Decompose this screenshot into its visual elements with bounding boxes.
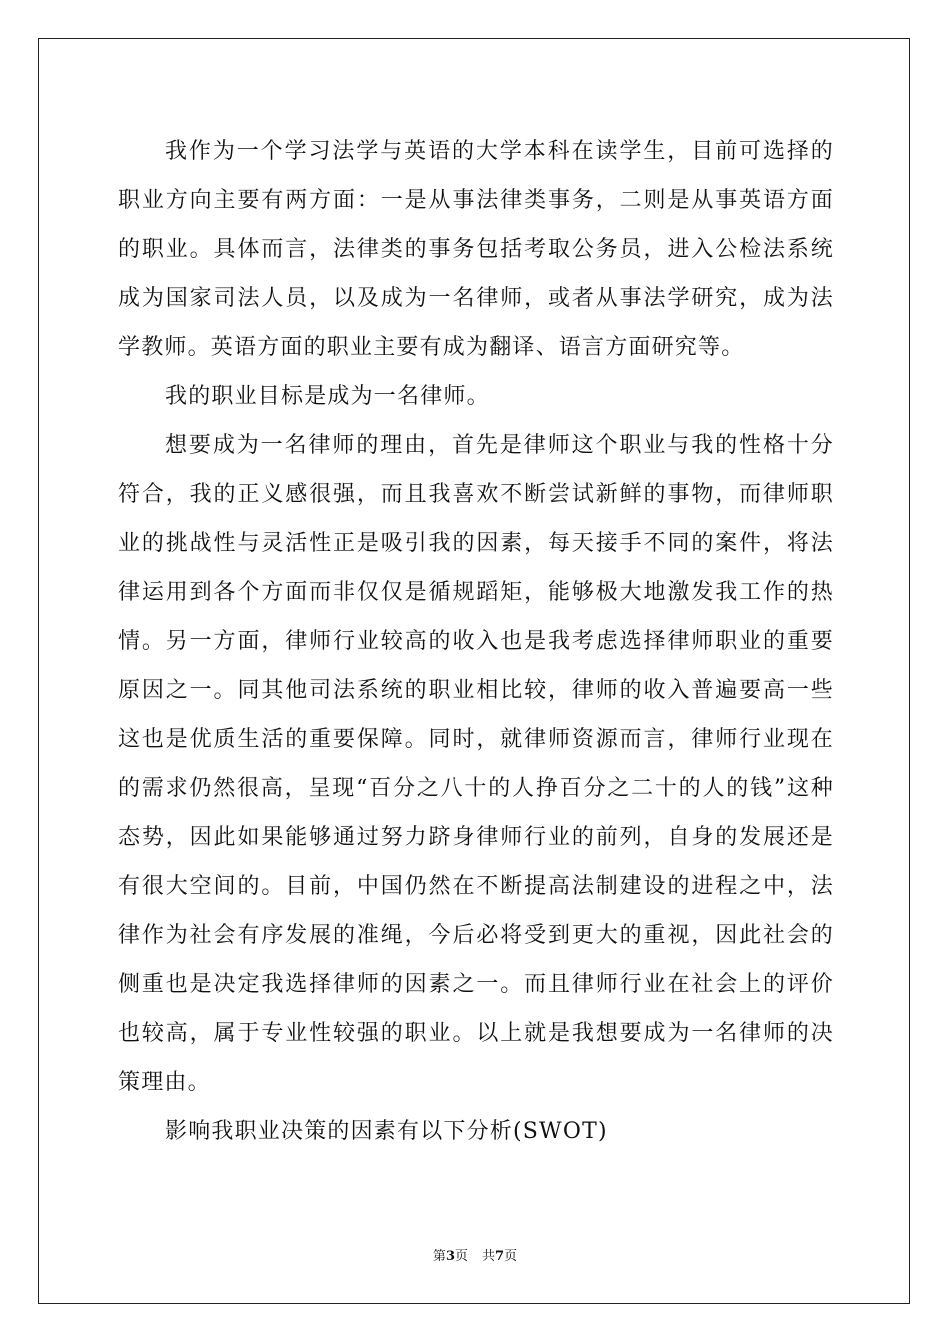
paragraph-career-goal: 我的职业目标是成为一名律师。	[165, 384, 490, 409]
paragraph-swot-intro: 影响我职业决策的因素有以下分析(SWOT)	[165, 1119, 608, 1144]
page-number: 3	[445, 1249, 455, 1264]
page-suffix: 页	[454, 1249, 468, 1264]
page-prefix: 第	[432, 1249, 446, 1264]
page-footer	[0, 1245, 950, 1264]
total-suffix: 页	[504, 1249, 518, 1264]
paragraph-reasons: 想要成为一名律师的理由，首先是律师这个职业与我的性格十分符合，我的正义感很强，而且我喜欢不断尝试新鲜的事物，而律师职业的挑战性与灵活性正是吸引我的因素，每天接手不同的案件，将法律运用到各个方面而非仅仅是循规蹈矩，能够极大地激发我工作的热情。另一方面，律师行业较高的收入也是我考虑选择律师职业的重要原因之一。同其他司法系统的职业相比较，律师的收入普遍要高一些这也是优质生活的重要保障。同时，就律师资源而言，律师行业现在的需求仍然很高，呈现“百分之八十的人挣百分之二十的人的钱”这种态势，因此如果能够通过努力跻身律师行业的前列，自身的发展还是有很大空间的。目前，中国仍然在不断提高法制建设的进程之中，法律作为社会有序发展的准绳，今后必将受到更大的重视，因此社会的侧重也是决定我选择律师的因素之一。而且律师行业在社会上的评价也较高，属于专业性较强的职业。以上就是我想要成为一名律师的决策理由。	[118, 433, 834, 1095]
document-body	[118, 127, 834, 1156]
total-pages: 7	[495, 1249, 505, 1264]
paragraph-career-directions: 我作为一个学习法学与英语的大学本科在读学生，目前可选择的职业方向主要有两方面：一是从事法律类事务，二则是从事英语方面的职业。具体而言，法律类的事务包括考取公务员，进入公检法系统成为国家司法人员，以及成为一名律师，或者从事法学研究，成为法学教师。英语方面的职业主要有成为翻译、语言方面研究等。	[118, 139, 834, 360]
total-prefix: 共	[482, 1249, 496, 1264]
